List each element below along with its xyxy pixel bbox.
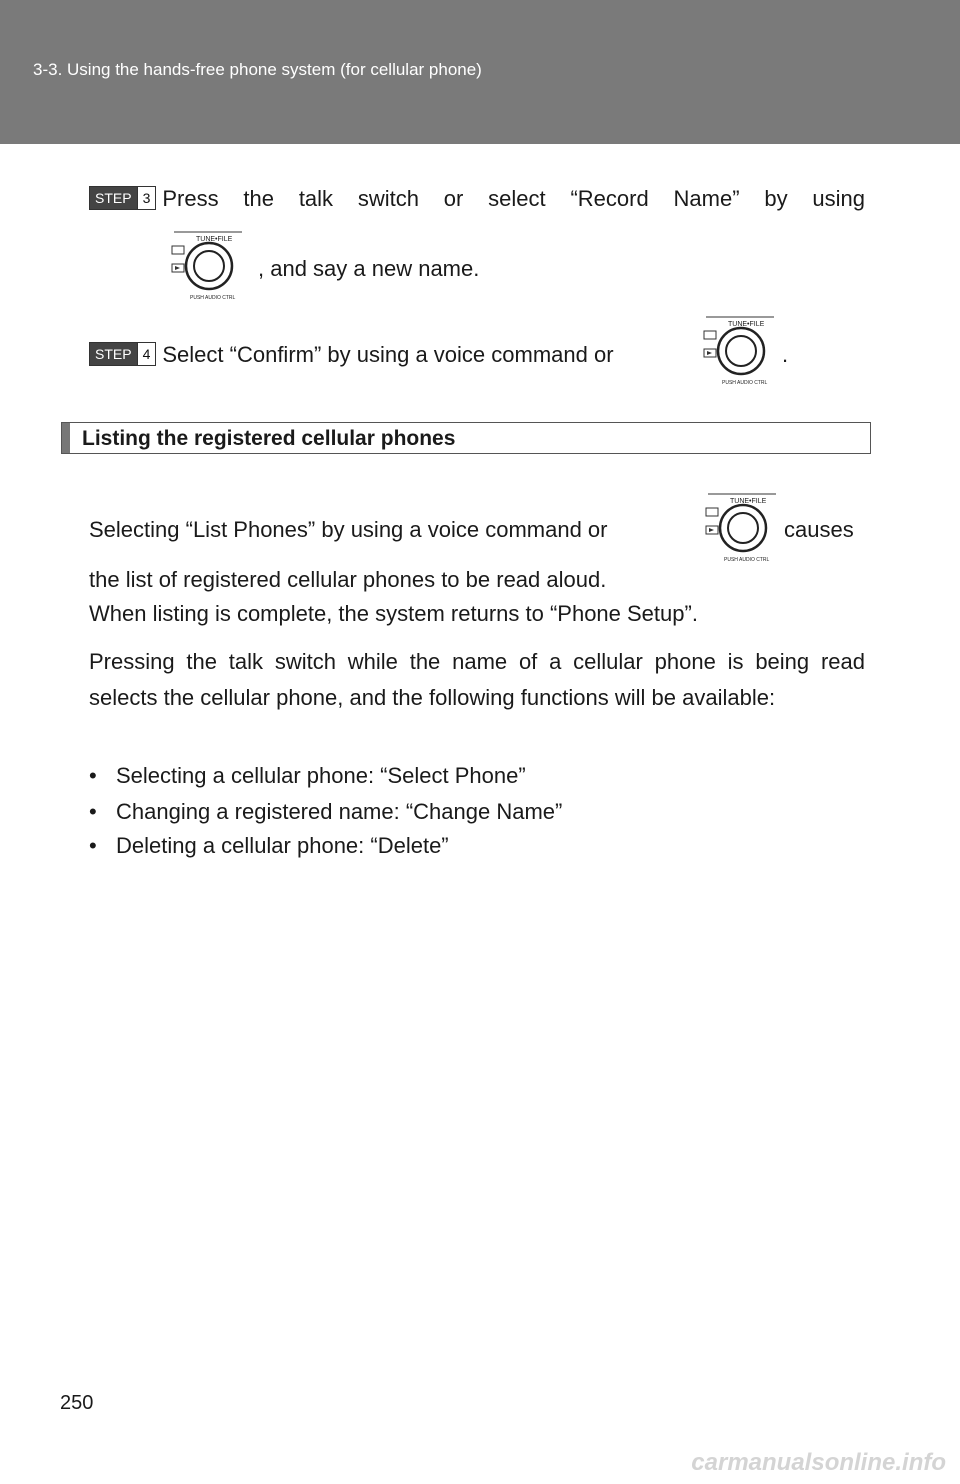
watermark: carmanualsonline.info — [691, 1449, 946, 1476]
step-4-badge: STEP 4 — [89, 342, 156, 366]
page-number: 250 — [60, 1392, 94, 1414]
section-accent — [62, 423, 70, 453]
para-1-line-2: the list of registered cellular phones to be read aloud. — [89, 567, 607, 592]
svg-text:TUNE•FILE: TUNE•FILE — [730, 498, 767, 505]
tune-file-knob-icon — [702, 490, 780, 564]
step-4-period: . — [782, 342, 789, 367]
tune-file-knob-icon — [700, 313, 778, 387]
svg-text:PUSH AUDIO CTRL: PUSH AUDIO CTRL — [724, 557, 770, 563]
list-item: • Changing a registered name: “Change Name” — [89, 799, 563, 824]
step-3-line-1 — [89, 186, 865, 212]
svg-text:TUNE•FILE: TUNE•FILE — [196, 236, 233, 243]
list-item: • Selecting a cellular phone: “Select Phone” — [89, 763, 526, 788]
para-1-line-1-after: causes — [784, 517, 854, 542]
section-heading — [61, 422, 871, 454]
step-3-text: Press the talk switch or select “Record Name” by using — [162, 186, 865, 211]
page-header — [0, 0, 960, 144]
svg-text:TUNE•FILE: TUNE•FILE — [728, 321, 765, 328]
para-1-line-3: When listing is complete, the system returns to “Phone Setup”. — [89, 601, 698, 626]
para-1-line-1-before: Selecting “List Phones” by using a voice command or — [89, 517, 608, 542]
step-3-badge: STEP 3 — [89, 186, 156, 210]
section-breadcrumb: 3-3. Using the hands-free phone system (for cellular phone) — [33, 60, 482, 79]
svg-text:PUSH AUDIO CTRL: PUSH AUDIO CTRL — [722, 380, 768, 386]
tune-file-knob-icon — [168, 228, 246, 302]
svg-text:PUSH AUDIO CTRL: PUSH AUDIO CTRL — [190, 295, 236, 301]
section-title: Listing the registered cellular phones — [82, 427, 456, 450]
step-4-text: Select “Confirm” by using a voice command or — [162, 342, 614, 367]
list-item: • Deleting a cellular phone: “Delete” — [89, 833, 449, 858]
step-3-line-2: , and say a new name. — [258, 256, 480, 281]
para-2: Pressing the talk switch while the name of a cellular phone is being read selects the cellular phone, and the following functions will be available: — [89, 649, 865, 710]
